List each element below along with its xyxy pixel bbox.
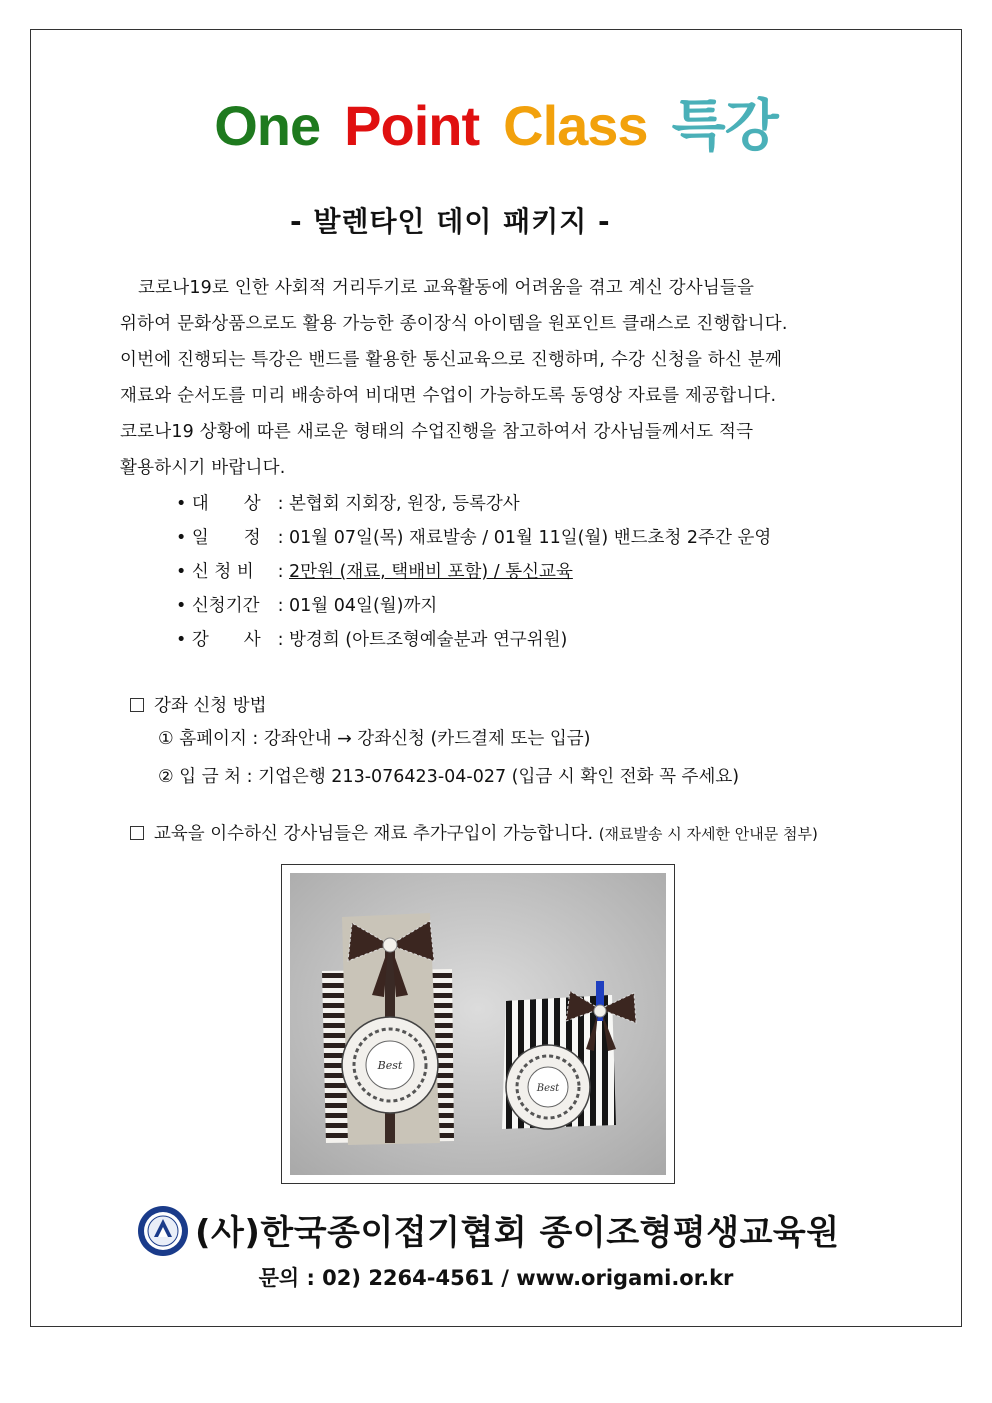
contact-info: 문의 : 02) 2264-4561 / www.origami.or.kr	[258, 1266, 734, 1290]
title-class: Class	[503, 94, 648, 157]
intro-line: 코로나19로 인한 사회적 거리두기로 교육활동에 어려움을 겪고 계신 강사님들을	[138, 278, 755, 298]
title-special: 특강	[671, 94, 778, 157]
detail-fee: • 신 청 비 : 2만원 (재료, 택배비 포함) / 통신교육	[176, 555, 771, 589]
product-photo-image	[290, 873, 666, 1175]
detail-target: • 대 상 : 본협회 지회장, 원장, 등록강사	[176, 487, 771, 521]
association-logo-icon	[137, 1205, 189, 1257]
subtitle: - 발렌타인 데이 패키지 -	[290, 205, 611, 238]
apply-step-deposit: ② 입 금 처 : 기업은행 213-076423-04-027 (입금 시 확인 전화 꼭 주세요)	[158, 767, 740, 787]
details-list	[176, 487, 771, 657]
detail-instructor: • 강 사 : 방경희 (아트조형예술분과 연구위원)	[176, 623, 771, 657]
intro-line: 코로나19 상황에 따른 새로운 형태의 수업진행을 참고하여서 강사님들께서도 적극	[120, 422, 754, 442]
apply-step-homepage: ① 홈페이지 : 강좌안내 → 강좌신청 (카드결제 또는 입금)	[158, 729, 591, 749]
detail-label: • 신청기간	[176, 596, 260, 616]
checkbox-icon	[130, 826, 144, 840]
intro-paragraph	[120, 270, 890, 486]
intro-line: 위하여 문화상품으로도 활용 가능한 종이장식 아이템을 원포인트 클래스로 진행합니다.	[120, 314, 788, 334]
purchase-note	[130, 820, 818, 845]
title-one: One	[214, 94, 321, 157]
detail-value: 01월 07일(목) 재료발송 / 01월 11일(월) 밴드초청 2주간 운영	[289, 528, 772, 548]
page-title	[0, 82, 992, 162]
detail-value: 2만원 (재료, 택배비 포함) / 통신교육	[289, 562, 573, 582]
product-photo	[281, 864, 675, 1184]
organization-name: (사)한국종이접기협회 종이조형평생교육원	[195, 1213, 840, 1253]
tag-text-right: Best	[536, 1083, 560, 1094]
detail-schedule: • 일 정 : 01월 07일(목) 재료발송 / 01월 11일(월) 밴드초청 2주간 운영	[176, 521, 771, 555]
detail-label: • 신 청 비	[176, 562, 254, 582]
note-main: 교육을 이수하신 강사님들은 재료 추가구입이 가능합니다.	[154, 824, 594, 844]
apply-heading-text: 강좌 신청 방법	[154, 696, 267, 716]
detail-value: 01월 04일(월)까지	[289, 596, 438, 616]
detail-label: • 강 사	[176, 630, 261, 650]
detail-period: • 신청기간 : 01월 04일(월)까지	[176, 589, 771, 623]
detail-label: • 대 상	[176, 494, 261, 514]
detail-label: • 일 정	[176, 528, 261, 548]
checkbox-icon	[130, 698, 144, 712]
detail-value: 본협회 지회장, 원장, 등록강사	[289, 494, 520, 514]
tag-text-left: Best	[377, 1059, 403, 1072]
intro-line: 이번에 진행되는 특강은 밴드를 활용한 통신교육으로 진행하며, 수강 신청을 하신 분께	[120, 350, 783, 370]
title-point: Point	[344, 94, 480, 157]
detail-value: 방경희 (아트조형예술분과 연구위원)	[289, 630, 568, 650]
note-small: (재료발송 시 자세한 안내문 첨부)	[598, 825, 818, 843]
intro-line: 활용하시기 바랍니다.	[120, 458, 286, 478]
apply-heading	[130, 692, 267, 717]
intro-line: 재료와 순서도를 미리 배송하여 비대면 수업이 가능하도록 동영상 자료를 제공합니다.	[120, 386, 777, 406]
